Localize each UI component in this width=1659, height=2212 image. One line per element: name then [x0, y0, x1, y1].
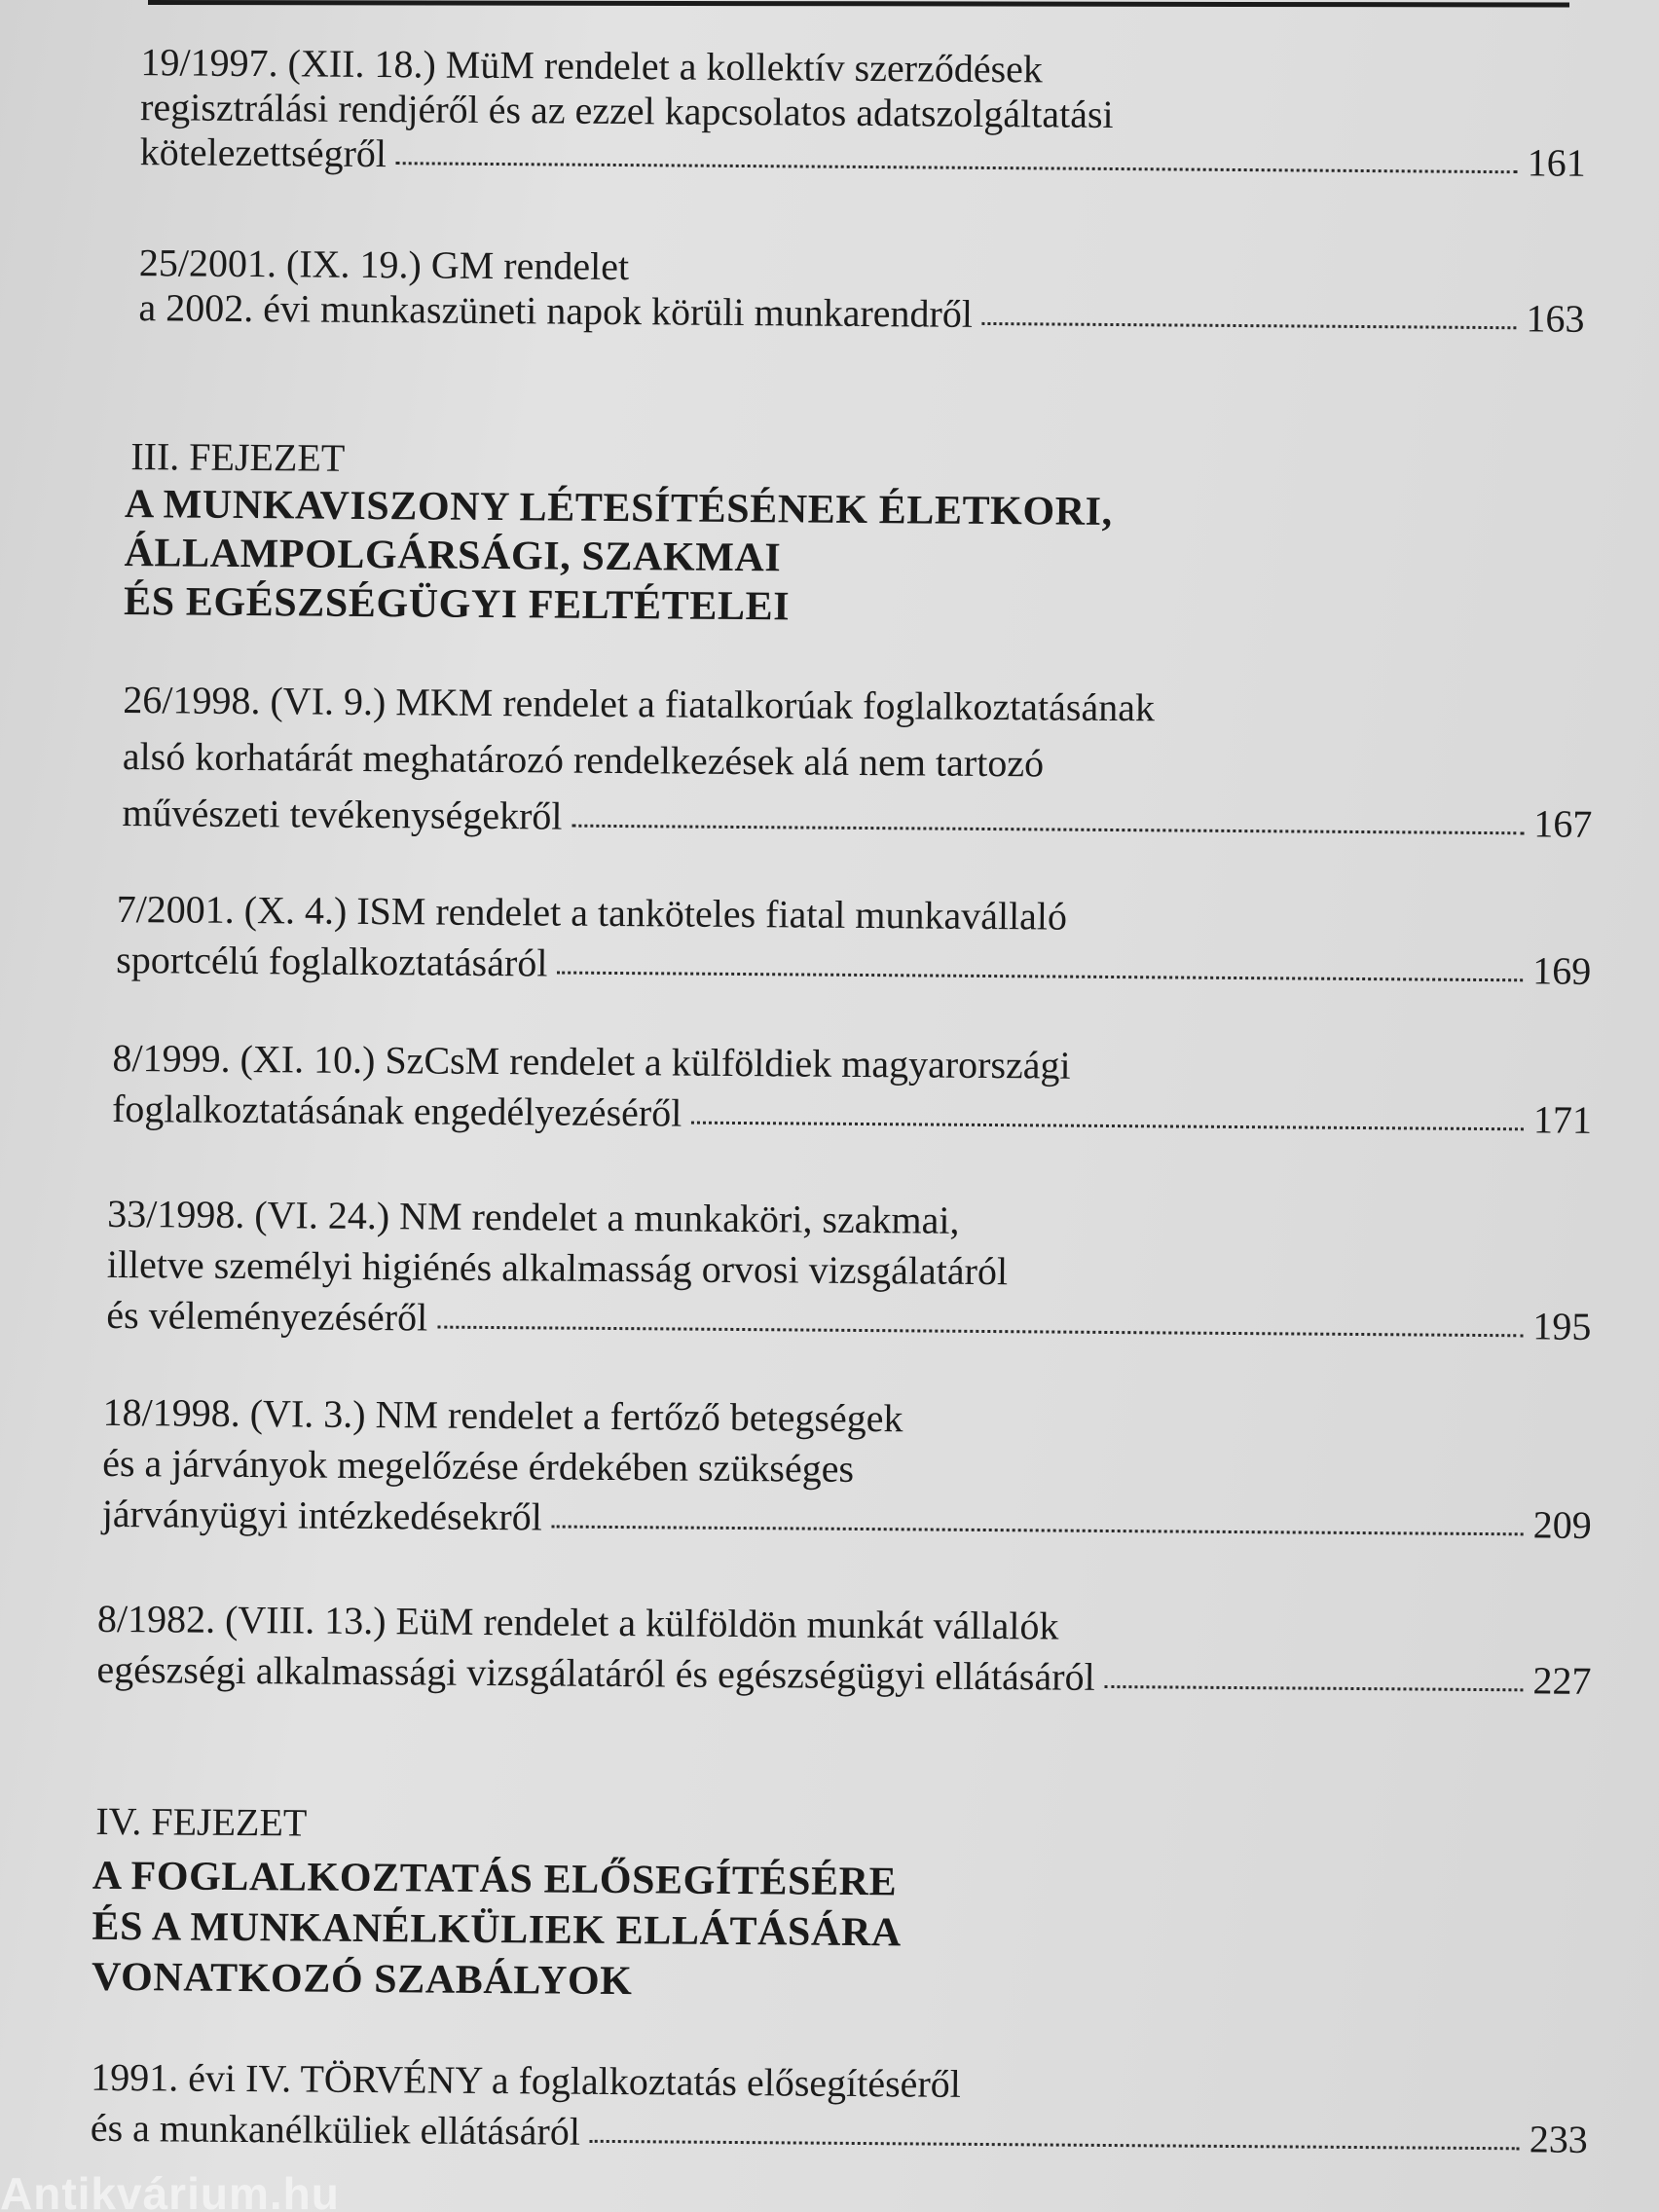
page-number: 233	[1529, 2117, 1588, 2161]
watermark-text: Antikvárium.hu	[0, 2168, 340, 2212]
toc-entry-line: 19/1997. (XII. 18.) MüM rendelet a kollektív szerződések	[140, 40, 1044, 92]
toc-entry-line: 7/2001. (X. 4.) ISM rendelet a tanköteles fiatal munkavállaló	[116, 886, 1068, 939]
toc-entry-link[interactable]	[112, 1087, 1592, 1143]
toc-entry-line: járványügyi intézkedésekről	[101, 1491, 543, 1539]
dot-leader	[552, 1519, 1524, 1535]
toc-entry-line: kötelezettségről	[139, 129, 387, 176]
chapter-title-line: A MUNKAVISZONY LÉTESÍTÉSÉNEK ÉLETKORI,	[124, 482, 1113, 535]
page-number: 169	[1532, 948, 1592, 993]
toc-entry-link[interactable]	[96, 1647, 1591, 1704]
toc-entry-line: 25/2001. (IX. 19.) GM rendelet	[138, 240, 630, 289]
toc-entry-line: foglalkoztatásának engedélyezéséről	[111, 1086, 682, 1135]
dot-leader	[571, 819, 1524, 835]
dot-leader	[437, 1320, 1523, 1338]
toc-entry-line: illetve személyi higiénés alkalmasság orvosi vizsgálatáról	[106, 1241, 1009, 1294]
toc-entry-line: 33/1998. (VI. 24.) NM rendelet a munkaköri, szakmai,	[107, 1191, 960, 1242]
dot-leader	[691, 1116, 1524, 1131]
page-number: 195	[1532, 1304, 1592, 1348]
toc-entry-line: a 2002. évi munkaszüneti napok körüli munkarendről	[138, 285, 974, 336]
page-number: 227	[1532, 1658, 1592, 1703]
toc-entry-line: és a munkanélküliek ellátásáról	[90, 2105, 581, 2154]
toc-entry-line: és a járványok megelőzése érdekében szükséges	[102, 1440, 855, 1491]
page-number: 171	[1532, 1097, 1593, 1142]
toc-entry-line: sportcélú foglalkoztatásáról	[116, 937, 548, 985]
chapter-title-line: ÉS A MUNKANÉLKÜLIEK ELLÁTÁSÁRA	[92, 1903, 902, 1956]
page-number: 209	[1532, 1502, 1592, 1547]
toc-entry-line: 1991. évi IV. TÖRVÉNY a foglalkoztatás elősegítéséről	[91, 2054, 962, 2106]
toc-entry-link[interactable]	[122, 791, 1592, 847]
toc-entry-line: 18/1998. (VI. 3.) NM rendelet a fertőző betegségek	[102, 1389, 903, 1441]
dot-leader	[557, 966, 1523, 982]
toc-entry-line: művészeti tevékenységekről	[122, 791, 563, 838]
chapter-title-line: A FOGLALKOZTATÁS ELŐSEGÍTÉSÉRE	[92, 1853, 898, 1905]
toc-entry-link[interactable]	[138, 285, 1584, 342]
page-number: 167	[1533, 801, 1593, 846]
dot-leader	[590, 2134, 1520, 2150]
chapter-title-line: VONATKOZÓ SZABÁLYOK	[91, 1954, 633, 2005]
toc-entry-line: regisztrálási rendjéről és az ezzel kapcsolatos adatszolgáltatási	[139, 85, 1114, 136]
chapter-label: IV. FEJEZET	[95, 1798, 308, 1845]
toc-entry-line: alsó korhatárát meghatározó rendelkezések alá nem tartozó	[122, 734, 1045, 786]
toc-entry-link[interactable]	[102, 1492, 1592, 1548]
toc-entry-link[interactable]	[106, 1293, 1591, 1349]
toc-entry-link[interactable]	[116, 938, 1591, 994]
dot-leader	[1105, 1679, 1524, 1691]
toc-entry-line: 26/1998. (VI. 9.) MKM rendelet a fiatalkorúak foglalkoztatásának	[123, 678, 1156, 730]
page-number: 163	[1526, 296, 1585, 341]
toc-entry-line: 8/1982. (VIII. 13.) EüM rendelet a külföldön munkát vállalók	[96, 1596, 1059, 1648]
chapter-title-line: ÉS EGÉSZSÉGÜGYI FELTÉTELEI	[123, 579, 791, 630]
page-number: 161	[1527, 140, 1586, 185]
toc-entry-line: és véleményezéséről	[106, 1292, 428, 1340]
toc-entry-line: egészségi alkalmassági vizsgálatáról és egészségügyi ellátásáról	[96, 1646, 1095, 1699]
chapter-title-line: ÁLLAMPOLGÁRSÁGI, SZAKMAI	[124, 531, 782, 581]
toc-entry-line: 8/1999. (XI. 10.) SzCsM rendelet a külföldiek magyarországi	[112, 1035, 1071, 1088]
chapter-label: III. FEJEZET	[130, 434, 346, 480]
dot-leader	[396, 156, 1518, 173]
toc-entry-link[interactable]	[91, 2106, 1588, 2162]
dot-leader	[982, 316, 1517, 329]
toc-entry-link[interactable]	[140, 129, 1586, 186]
